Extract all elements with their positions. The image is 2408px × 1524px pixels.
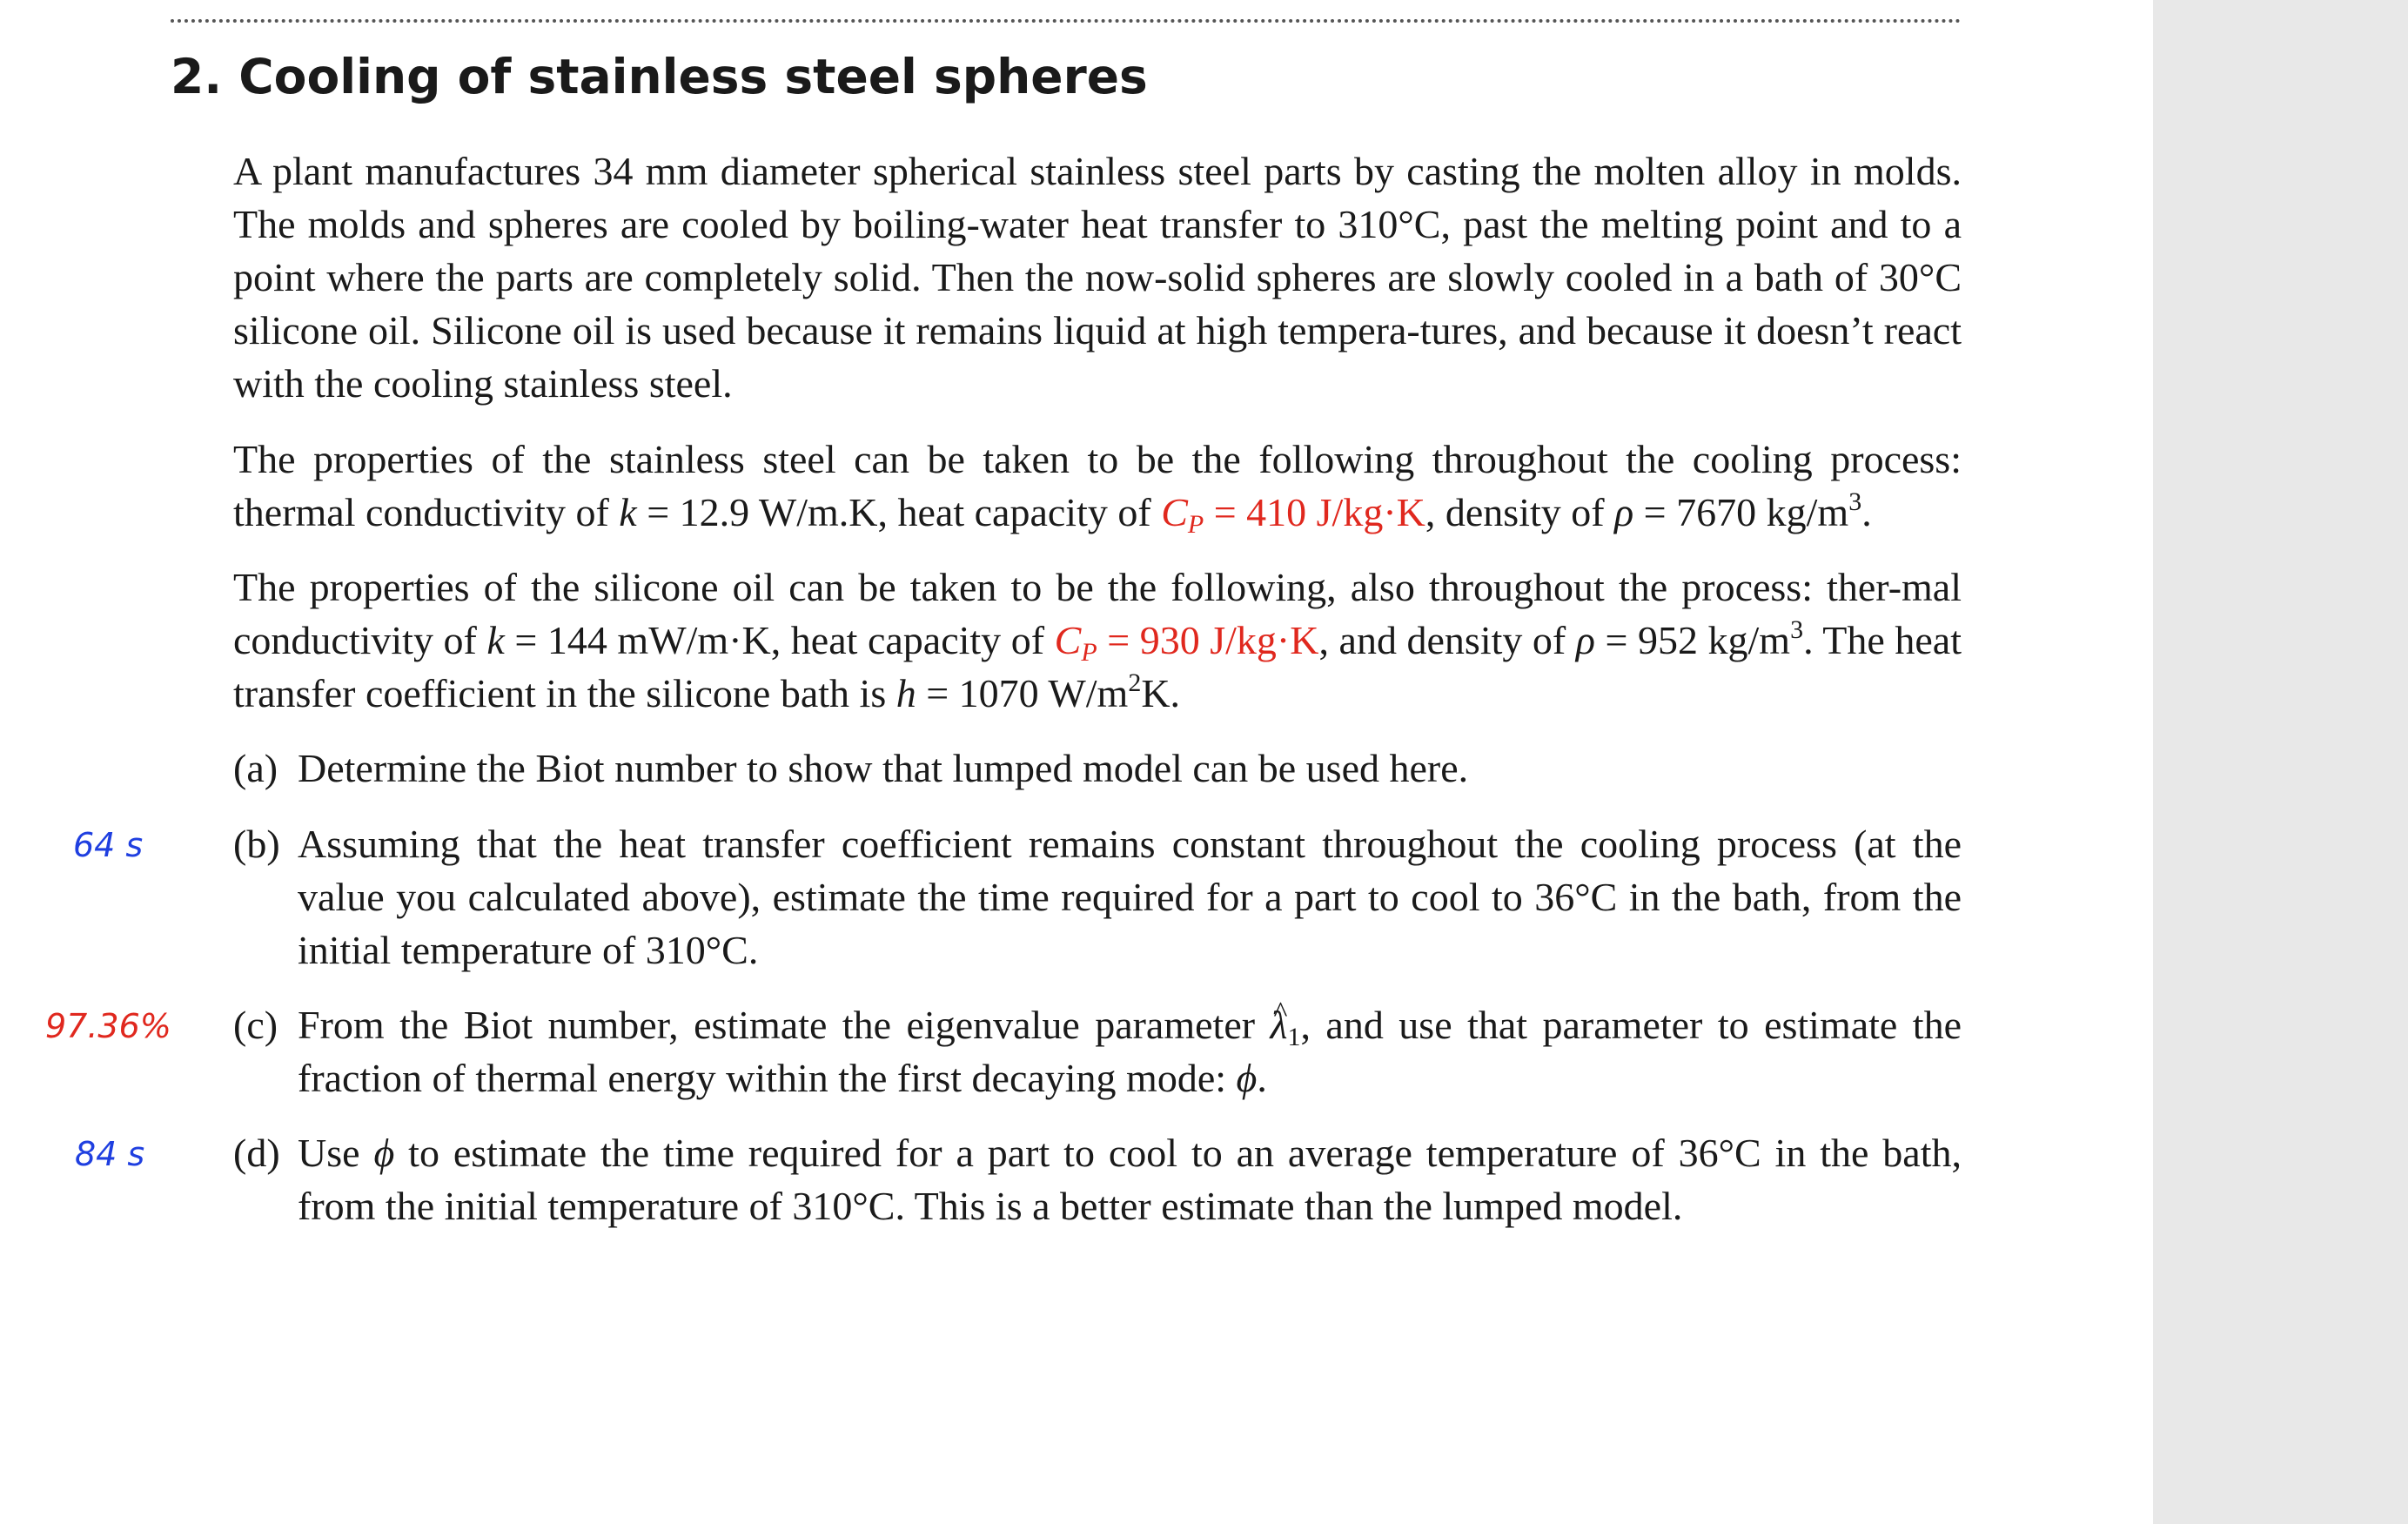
- question-b: [233, 817, 1962, 977]
- steel-cp-subscript: P: [1187, 510, 1204, 539]
- question-c-end: .: [1257, 1056, 1267, 1100]
- steel-properties-paragraph: [233, 433, 1962, 539]
- steel-intro-text: The properties of the stainless steel can be taken to be the following throughout the cooling process: thermal conductivity of: [233, 437, 1962, 534]
- question-a: [233, 742, 1962, 795]
- oil-h-text: . The heat transfer coefficient in the silicone bath is: [233, 618, 1962, 715]
- question-d-phi-symbol: ϕ: [373, 1131, 395, 1175]
- steel-cp-symbol: C: [1161, 490, 1188, 534]
- section-heading: 2. Cooling of stainless steel spheres: [171, 49, 1148, 104]
- oil-k-symbol: k: [486, 618, 505, 662]
- question-c-text-before: From the Biot number, estimate the eigenvalue parameter: [298, 1003, 1256, 1047]
- question-c-label: (c): [233, 1003, 278, 1047]
- oil-cp-subscript: P: [1081, 638, 1097, 667]
- question-b-label: (b): [233, 822, 280, 866]
- question-a-text: Determine the Biot number to show that lumped model can be used here.: [298, 746, 1469, 790]
- oil-h-unit: K.: [1141, 671, 1181, 715]
- question-c-body: [298, 998, 1962, 1104]
- lambda-subscript: 1: [1287, 1023, 1301, 1051]
- oil-rho-symbol: ρ: [1575, 618, 1595, 662]
- oil-rho-exponent: 3: [1790, 615, 1804, 644]
- answer-d-annotation: 84 s: [75, 1135, 145, 1173]
- steel-density-text: , density of: [1425, 490, 1605, 534]
- question-c-phi-symbol: ϕ: [1236, 1056, 1258, 1100]
- oil-cp-value: = 930 J/kg·K: [1097, 618, 1319, 662]
- lambda-hat-symbol: ^ λ: [1271, 998, 1288, 1051]
- question-d-text-before: Use: [298, 1131, 360, 1175]
- answer-c-annotation: 97.36%: [45, 1007, 171, 1045]
- oil-h-exponent: 2: [1128, 668, 1142, 697]
- steel-rho-symbol: ρ: [1614, 490, 1634, 534]
- oil-cp-symbol: C: [1054, 618, 1082, 662]
- oil-h-value: = 1070 W/m: [916, 671, 1129, 715]
- question-a-label: (a): [233, 746, 278, 790]
- oil-heat-capacity: [1054, 618, 1319, 667]
- oil-rho-value: = 952 kg/m: [1594, 618, 1791, 662]
- steel-cp-value: = 410 J/kg·K: [1204, 490, 1425, 534]
- question-b-text: Assuming that the heat transfer coefficient remains constant throughout the cooling process (at the value you calculated above), estimate the time required for a part to cool to 36°C in the bath, from the initial temperature of 310°C.: [298, 822, 1962, 972]
- question-d-label: (d): [233, 1131, 280, 1175]
- steel-k-symbol: k: [619, 490, 637, 534]
- oil-properties-paragraph: [233, 561, 1962, 720]
- oil-density-text: , and density of: [1318, 618, 1566, 662]
- question-d-text-after: to estimate the time required for a part to cool to an average temperature of 36°C in the bath, from the initial temperature of 310°C. This is a better estimate than the lumped model.: [298, 1131, 1962, 1228]
- oil-h-symbol: h: [895, 671, 916, 715]
- dotted-separator: [171, 19, 1962, 23]
- steel-rho-exponent: 3: [1848, 487, 1862, 516]
- question-c-text-after: , and use that parameter to estimate the fraction of thermal energy within the first decaying mode:: [298, 1003, 1962, 1100]
- steel-end: .: [1861, 490, 1872, 534]
- oil-k-value: = 144 mW/m·K, heat capacity of: [504, 618, 1045, 662]
- question-d: [233, 1126, 1962, 1232]
- answer-b-annotation: 64 s: [73, 826, 144, 864]
- steel-rho-value: = 7670 kg/m: [1633, 490, 1849, 534]
- question-c: [233, 998, 1962, 1104]
- intro-paragraph: A plant manufactures 34 mm diameter spherical stainless steel parts by casting the molten alloy in molds. The molds and spheres are cooled by boiling-water heat transfer to 310°C, past the melting point and to a point where the parts are completely solid. Then the now-solid spheres are slowly cooled in a bath of 30°C silicone oil. Silicone oil is used because it remains liquid at high tempera-tures, and because it doesn’t react with the cooling stainless steel.: [233, 149, 1962, 406]
- oil-intro-text: The properties of the silicone oil can be taken to be the following, also throughout the process: ther-mal conductivity of: [233, 565, 1962, 662]
- steel-k-value: = 12.9 W/m.K, heat capacity of: [636, 490, 1151, 534]
- steel-heat-capacity: [1161, 490, 1425, 539]
- question-d-body: [298, 1126, 1962, 1232]
- right-gray-panel: [2153, 0, 2408, 1524]
